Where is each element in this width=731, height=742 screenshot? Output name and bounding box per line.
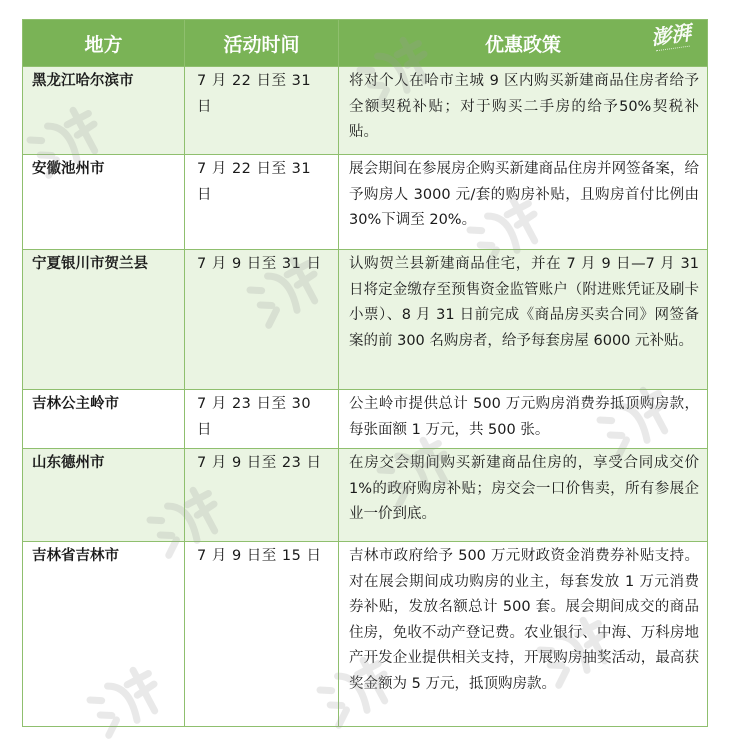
row-period: 7 月 9 日至 15 日: [185, 542, 339, 727]
row-city: 安徽池州市: [23, 155, 185, 250]
row-period: 7 月 22 日至 31 日: [185, 67, 339, 155]
brand-logo-text: 澎湃: [649, 20, 693, 50]
row-city: 宁夏银川市贺兰县: [23, 250, 185, 390]
row-period: 7 月 23 日至 30 日: [185, 390, 339, 449]
row-policy: 吉林市政府给予 500 万元财政资金消费券补贴支持。对在展会期间成功购房的业主，每套发放 1 万元消费券补贴，发放名额总计 500 套。展会期间成交的商品住房，免收不动产登记费。农业银行、中海、万科房地产开发企业提供相关支持，开展购房抽奖活动，最高获奖金额为 5 万元，抵顶购房款。: [339, 542, 708, 727]
table-row: [23, 155, 708, 250]
row-policy: 将对个人在哈市主城 9 区内购买新建商品住房者给予全额契税补贴；对于购买二手房的给予50%契税补贴。: [339, 67, 708, 155]
header-region: 地方: [23, 20, 185, 67]
row-policy: 展会期间在参展房企购买新建商品住房并网签备案，给予购房人 3000 元/套的购房补贴，且购房首付比例由 30%下调至 20%。: [339, 155, 708, 250]
table-row: [23, 250, 708, 390]
table-row: [23, 67, 708, 155]
row-city: 山东德州市: [23, 449, 185, 542]
header-policy: 优惠政策: [339, 20, 708, 67]
row-period: 7 月 9 日至 23 日: [185, 449, 339, 542]
brand-logo: [647, 21, 698, 63]
row-city: 吉林公主岭市: [23, 390, 185, 449]
row-city: 吉林省吉林市: [23, 542, 185, 727]
policy-table: [22, 19, 708, 727]
row-policy: 公主岭市提供总计 500 万元购房消费券抵顶购房款，每张面额 1 万元，共 500 张。: [339, 390, 708, 449]
table-row: [23, 449, 708, 542]
table-row: [23, 542, 708, 727]
row-policy: 认购贺兰县新建商品住宅，并在 7 月 9 日—7 月 31 日将定金缴存至预售资金监管账户（附进账凭证及刷卡小票）、8 月 31 日前完成《商品房买卖合同》网签备案的前 300 名购房者，给予每套房屋 6000 元补贴。: [339, 250, 708, 390]
table-row: [23, 390, 708, 449]
table-header-row: [23, 20, 708, 67]
row-period: 7 月 9 日至 31 日: [185, 250, 339, 390]
header-period: 活动时间: [185, 20, 339, 67]
row-period: 7 月 22 日至 31 日: [185, 155, 339, 250]
row-city: 黑龙江哈尔滨市: [23, 67, 185, 155]
row-policy: 在房交会期间购买新建商品住房的，享受合同成交价 1%的政府购房补贴；房交会一口价售卖，所有参展企业一价到底。: [339, 449, 708, 542]
